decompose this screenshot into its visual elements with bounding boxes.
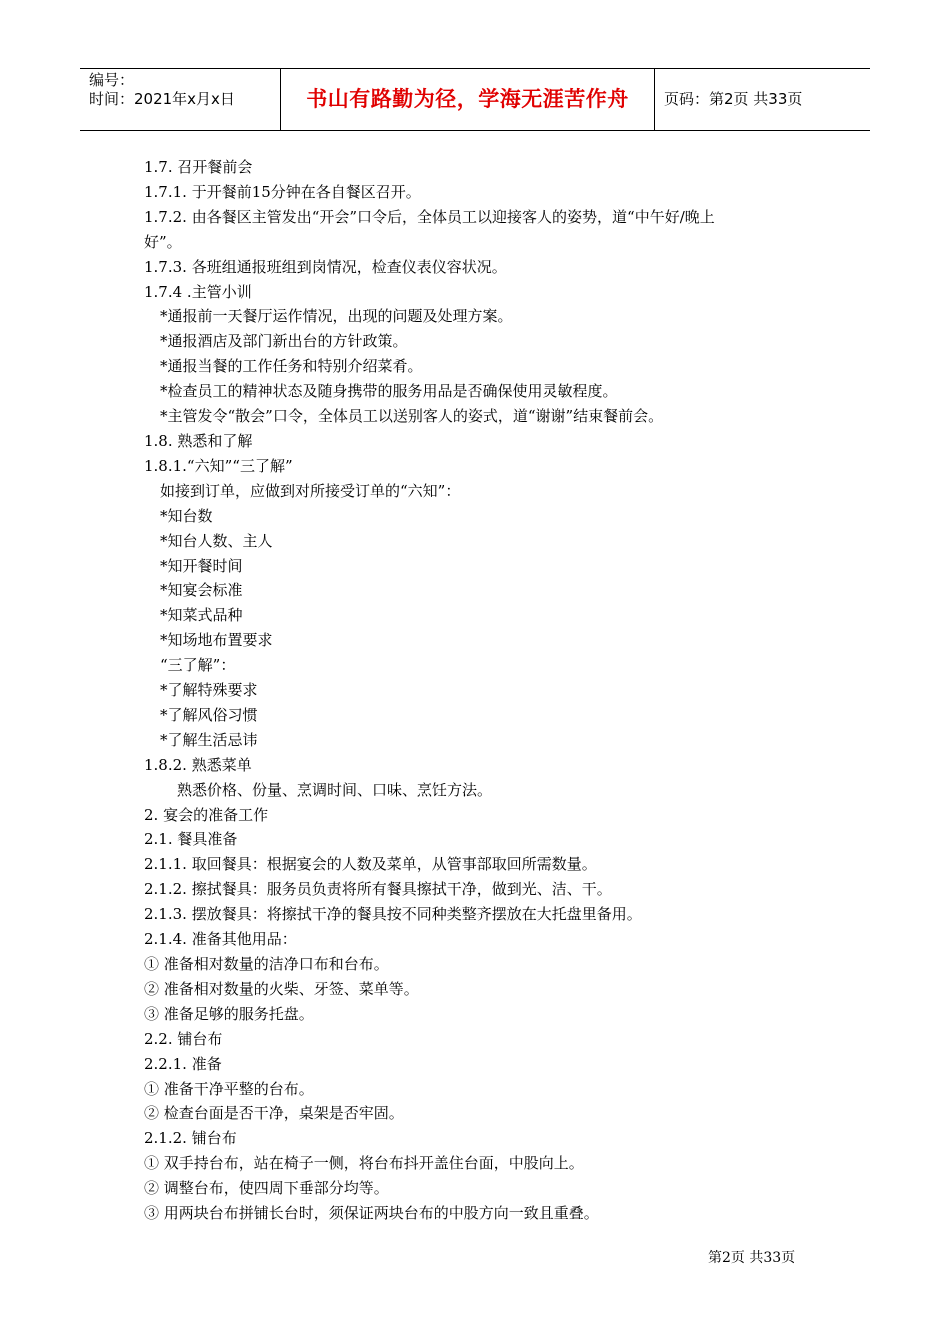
body-line: *知宴会标准 [160, 581, 243, 600]
body-line: 2.1.3. 摆放餐具：将擦拭干净的餐具按不同种类整齐摆放在大托盘里备用。 [144, 905, 642, 924]
body-line: ③ 用两块台布拼铺长台时，须保证两块台布的中股方向一致且重叠。 [144, 1204, 599, 1223]
body-line: *了解生活忌讳 [160, 730, 258, 749]
page-header [80, 68, 870, 131]
body-line: 1.8. 熟悉和了解 [144, 431, 253, 450]
body-line: 2.1.2. 擦拭餐具：服务员负责将所有餐具擦拭干净，做到光、洁、干。 [144, 880, 612, 899]
body-line: 如接到订单，应做到对所接受订单的“六知”： [160, 481, 461, 500]
body-line: *检查员工的精神状态及随身携带的服务用品是否确保使用灵敏程度。 [160, 382, 618, 401]
body-line: 2. 宴会的准备工作 [144, 805, 269, 824]
body-line: *知台人数、主人 [160, 531, 273, 550]
body-line: 2.2. 铺台布 [144, 1029, 223, 1048]
body-line: *通报当餐的工作任务和特别介绍菜肴。 [160, 357, 423, 376]
body-line: *主管发令“散会”口令，全体员工以送别客人的姿式，道“谢谢”结束餐前会。 [160, 407, 664, 426]
body-line: ① 双手持台布，站在椅子一侧，将台布抖开盖住台面，中股向上。 [144, 1154, 584, 1173]
body-line: 1.7.3. 各班组通报班组到岗情况，检查仪表仪容状况。 [144, 257, 507, 276]
body-line: 1.7.4 .主管小训 [144, 282, 252, 301]
body-line: *了解风俗习惯 [160, 705, 258, 724]
body-line: 1.7.2. 由各餐区主管发出“开会”口令后，全体员工以迎接客人的姿势，道“中午好/晚上 [144, 207, 715, 226]
body-line: ① 准备干净平整的台布。 [144, 1079, 314, 1098]
body-line: ② 调整台布，使四周下垂部分均等。 [144, 1179, 389, 1198]
body-line: *知菜式品种 [160, 606, 243, 625]
header-motto: 书山有路勤为径，学海无涯苦作舟 [281, 69, 655, 130]
document-body [144, 155, 814, 1226]
page-footer: 第2页 共33页 [708, 1250, 796, 1266]
body-line: “三了解”： [160, 656, 236, 675]
body-line: 熟悉价格、份量、烹调时间、口味、烹饪方法。 [177, 780, 493, 799]
body-line: 2.1. 餐具准备 [144, 830, 238, 849]
body-line: ② 检查台面是否干净，桌架是否牢固。 [144, 1104, 404, 1123]
header-page-info: 页码：第2页 共33页 [664, 90, 803, 108]
body-line: *通报前一天餐厅运作情况，出现的问题及处理方案。 [160, 307, 513, 326]
body-line: 1.8.1.“六知”“三了解” [144, 456, 293, 475]
body-line: *了解特殊要求 [160, 681, 258, 700]
document-date: 时间：2021年x月x日 [89, 90, 235, 108]
body-line: 2.1.4. 准备其他用品： [144, 930, 297, 949]
body-line: 2.1.2. 铺台布 [144, 1129, 237, 1148]
body-line: 1.7.1. 于开餐前15分钟在各自餐区召开。 [144, 182, 421, 201]
header-meta [80, 69, 281, 130]
body-line: 2.1.1. 取回餐具：根据宴会的人数及菜单，从管事部取回所需数量。 [144, 855, 597, 874]
body-line: *知开餐时间 [160, 556, 243, 575]
body-line: 1.7. 召开餐前会 [144, 158, 253, 176]
body-line: 1.8.2. 熟悉菜单 [144, 755, 252, 774]
body-line: *知场地布置要求 [160, 631, 273, 650]
body-line: ② 准备相对数量的火柴、牙签、菜单等。 [144, 979, 419, 998]
body-line: 2.2.1. 准备 [144, 1054, 222, 1073]
body-line: *通报酒店及部门新出台的方针政策。 [160, 332, 408, 351]
body-line: ① 准备相对数量的洁净口布和台布。 [144, 955, 389, 973]
body-line: ③ 准备足够的服务托盘。 [144, 1004, 314, 1023]
document-number-label: 编号： [89, 71, 135, 89]
body-line: 好”。 [144, 232, 182, 251]
body-line: *知台数 [160, 506, 213, 525]
